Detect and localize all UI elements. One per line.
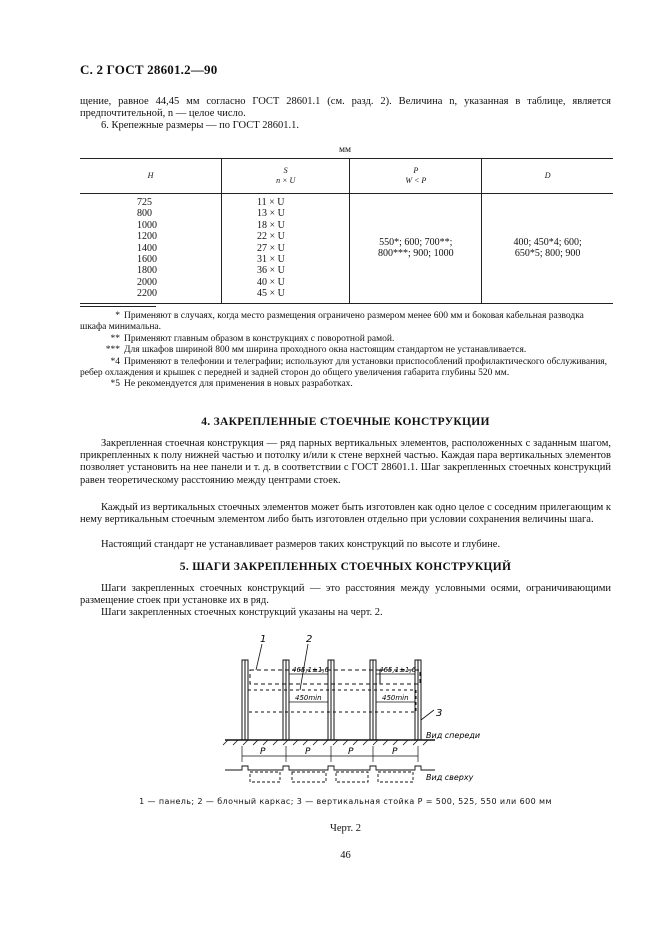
header-s: S n × U: [221, 159, 349, 194]
s-value: 22 × U: [256, 231, 285, 243]
section-4-paragraph-2: Каждый из вертикальных стоечных элементов может быть изготовлен как одно целое с соседним прилегающим к нему вертикальным стоечным элементом либо быть изготовлен отдельно при условии сохранения величины шага.: [80, 502, 611, 526]
d-line-2: 650*5; 800; 900: [514, 248, 581, 260]
view-front-label: Вид спереди: [426, 731, 481, 740]
footnotes: [80, 311, 611, 391]
section-4-title: 4. ЗАКРЕПЛЕННЫЕ СТОЕЧНЫЕ КОНСТРУКЦИИ: [201, 416, 490, 428]
s-value: 45 × U: [256, 288, 285, 300]
h-value: 1400: [137, 242, 157, 254]
section-4-paragraph-3: Настоящий стандарт не устанавливает размеров таких конструкций по высоте и глубине.: [101, 539, 501, 550]
figure-number: Черт. 2: [330, 823, 361, 834]
d-values-cell: [482, 194, 613, 304]
min-width-label: 450min: [382, 694, 409, 702]
footnote: ** Применяют главным образом в конструкциях с поворотной рамой.: [110, 333, 395, 344]
top-view: [225, 766, 435, 782]
h-values-cell: [80, 194, 221, 304]
footnote: *5 Не рекомендуется для применения в новых разработках.: [110, 379, 353, 390]
table-row: [80, 194, 613, 304]
callout-2: 2: [306, 634, 313, 645]
callout-1: 1: [260, 634, 267, 645]
dimension-label: 465,1±1,6: [379, 666, 417, 674]
table-header-row: [80, 159, 613, 194]
s-value: 18 × U: [256, 219, 285, 231]
paragraph-6: 6. Крепежные размеры — по ГОСТ 28601.1.: [101, 120, 299, 131]
table-unit: мм: [339, 145, 352, 155]
continued-paragraph: щение, равное 44,45 мм согласно ГОСТ 28601.1 (см. разд. 2). Величина n, указанная в таблице, является предпочтительной, n — целое число.: [80, 96, 611, 120]
s-value: 36 × U: [256, 265, 285, 277]
pitch-label: P: [260, 747, 266, 757]
callout-3: 3: [436, 708, 443, 719]
section-4-paragraph-1: Закрепленная стоечная конструкция — ряд парных вертикальных элементов, расположенных с заданным шагом, прикрепленных к полу нижней частью и потолку и/или к стене верхней частью. Каждая пара вертикальных элементов позволяет установить на нее панели и т. д. в соответствии с ГОСТ 28601.1. Шаг закрепленных стоечных конструкций равен теоретическому расстоянию между центрами стоек.: [80, 438, 611, 486]
dimension-label: 465,1±1,6: [292, 666, 330, 674]
h-value: 1800: [137, 265, 157, 277]
view-top-label: Вид сверху: [426, 773, 474, 782]
pitch-label: P: [392, 747, 398, 757]
h-value: 800: [137, 208, 152, 220]
h-value: 725: [137, 197, 152, 208]
min-width-label: 450min: [295, 694, 322, 702]
s-values-cell: [221, 194, 349, 304]
s-value: 11 × U: [256, 197, 285, 208]
pitch-label: P: [305, 747, 311, 757]
s-value: 31 × U: [256, 254, 285, 266]
header-p: P W < P: [350, 159, 482, 194]
section-5-paragraph-2: Шаги закрепленных стоечных конструкций указаны на черт. 2.: [101, 607, 383, 618]
s-value: 40 × U: [256, 276, 285, 288]
section-5-title: 5. ШАГИ ЗАКРЕПЛЕННЫХ СТОЕЧНЫХ КОНСТРУКЦИЙ: [179, 561, 512, 573]
h-value: 1600: [137, 254, 157, 266]
s-value: 13 × U: [256, 208, 285, 220]
footnote: * Применяют в случаях, когда место размещения ограничено размером менее 600 мм и боковая кабельная разводка шкафа минимальна.: [80, 311, 584, 333]
h-value: 1000: [137, 219, 157, 231]
section-5-paragraph-1: Шаги закрепленных стоечных конструкций — это расстояния между условными осями, ограничивающими размещение стоек при установке их в ряд.: [80, 583, 611, 607]
p-line-2: 800***; 900; 1000: [378, 248, 454, 260]
d-line-1: 400; 450*4; 600;: [513, 236, 582, 248]
pitch-label: P: [348, 747, 354, 757]
page-number: 46: [340, 850, 351, 861]
p-values-cell: [350, 194, 482, 304]
p-line-1: 550*; 600; 700**;: [379, 236, 453, 248]
header-d: D: [482, 159, 613, 194]
floor-hatching: [223, 740, 428, 745]
footnote-divider: [80, 306, 156, 307]
h-value: 2000: [137, 276, 157, 288]
dimensions-table: [80, 158, 613, 304]
header-h: H: [80, 159, 221, 194]
footnote: *4 Применяют в телефонии и телеграфии; используют для установки приспособлений профилактического обслуживания, ребер охлаждения и крышек с передней и задней сторон до общего увеличения габарита глубины 520 мм.: [80, 356, 608, 379]
h-value: 2200: [137, 288, 157, 300]
page-header: С. 2 ГОСТ 28601.2—90: [80, 62, 218, 77]
s-value: 27 × U: [256, 242, 285, 254]
rack-pitch-figure: [220, 630, 510, 795]
h-value: 1200: [137, 231, 157, 243]
figure-caption: 1 — панель; 2 — блочный каркас; 3 — вертикальная стойка P = 500, 525, 550 или 600 мм: [139, 797, 552, 806]
footnote: *** Для шкафов шириной 800 мм ширина проходного окна настоящим стандартом не устанавливается.: [105, 345, 527, 356]
